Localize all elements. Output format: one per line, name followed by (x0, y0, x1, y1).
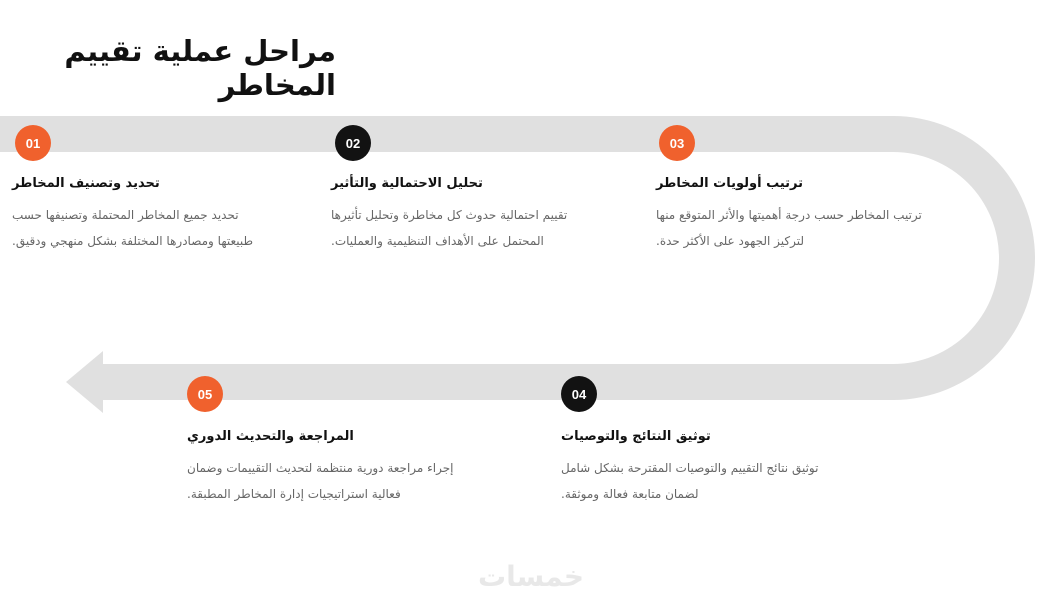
step-5 (187, 429, 477, 507)
step-3-heading: ترتيب أولويات المخاطر (656, 176, 803, 191)
step-3-description-line-1: ترتيب المخاطر حسب درجة أهميتها والأثر المتوقع منها (656, 208, 922, 222)
step-4-badge: 04 (561, 376, 597, 412)
step-2-badge: 02 (335, 125, 371, 161)
watermark-logo: خمسات (477, 560, 585, 593)
step-3 (656, 176, 946, 254)
step-4 (561, 429, 851, 507)
step-1-description-line-1: تحديد جميع المخاطر المحتملة وتصنيفها حسب (12, 208, 239, 222)
step-3-badge: 03 (659, 125, 695, 161)
step-1-badge: 01 (15, 125, 51, 161)
step-2-description-line-1: تقييم احتمالية حدوث كل مخاطرة وتحليل تأثيرها (331, 208, 568, 222)
step-5-description-line-1: إجراء مراجعة دورية منتظمة لتحديث التقييمات وضمان (187, 461, 454, 475)
step-5-description-line-2: فعالية استراتيجيات إدارة المخاطر المطبقة. (187, 487, 401, 501)
step-1-heading: تحديد وتصنيف المخاطر (12, 176, 160, 191)
step-5-badge: 05 (187, 376, 223, 412)
step-4-description-line-2: لضمان متابعة فعالة وموثقة. (561, 487, 699, 501)
step-1-description-line-2: طبيعتها ومصادرها المختلفة بشكل منهجي ودقيق. (12, 234, 254, 248)
step-1 (12, 176, 292, 254)
step-4-description-line-1: توثيق نتائج التقييم والتوصيات المقترحة بشكل شامل (561, 461, 819, 475)
page-title: مراحل عملية تقييم المخاطر (64, 34, 336, 102)
step-3-description-line-2: لتركيز الجهود على الأكثر حدة. (656, 234, 805, 248)
step-4-heading: توثيق النتائج والتوصيات (561, 429, 711, 444)
step-2-heading: تحليل الاحتمالية والتأثير (331, 176, 483, 191)
step-2-description-line-2: المحتمل على الأهداف التنظيمية والعمليات. (331, 234, 544, 248)
step-5-heading: المراجعة والتحديث الدوري (187, 429, 354, 444)
step-2 (331, 176, 621, 254)
